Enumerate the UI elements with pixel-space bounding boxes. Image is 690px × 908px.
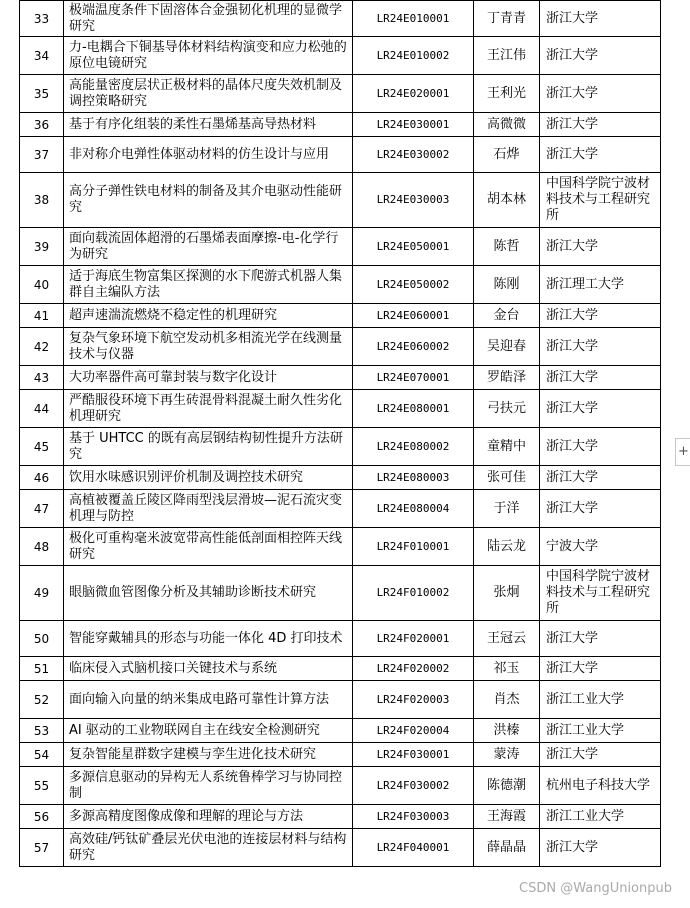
institution: 浙江大学 [540,366,661,390]
leader-name: 陈刚 [474,266,540,304]
leader-name: 吴迎春 [474,328,540,366]
row-number: 41 [20,304,64,328]
table-row [20,743,661,767]
project-code: LR24F010001 [353,528,474,566]
institution: 浙江大学 [540,490,661,528]
project-code: LR24E060001 [353,304,474,328]
row-number: 52 [20,681,64,719]
row-number: 48 [20,528,64,566]
leader-name: 罗皓泽 [474,366,540,390]
project-code: LR24F010002 [353,566,474,621]
add-row-button[interactable]: + [675,438,690,466]
row-number: 39 [20,228,64,266]
row-number: 57 [20,829,64,867]
leader-name: 弓扶元 [474,390,540,428]
institution: 浙江大学 [540,743,661,767]
institution: 杭州电子科技大学 [540,767,661,805]
table-row [20,328,661,366]
table-row [20,37,661,75]
project-title: 饮用水味感识别评价机制及调控技术研究 [64,466,353,490]
project-title: 复杂智能星群数字建模与孪生进化技术研究 [64,743,353,767]
leader-name: 王利光 [474,75,540,113]
table-row [20,228,661,266]
project-code: LR24F030001 [353,743,474,767]
project-code: LR24E050001 [353,228,474,266]
leader-name: 陆云龙 [474,528,540,566]
row-number: 44 [20,390,64,428]
project-code: LR24E050002 [353,266,474,304]
project-title: 多源信息驱动的异构无人系统鲁棒学习与协同控制 [64,767,353,805]
row-number: 42 [20,328,64,366]
row-number: 46 [20,466,64,490]
project-title: 面向载流固体超滑的石墨烯表面摩擦-电-化学行为研究 [64,228,353,266]
table-row [20,621,661,657]
project-title: 基于有序化组装的柔性石墨烯基高导热材料 [64,113,353,137]
institution: 浙江大学 [540,328,661,366]
project-code: LR24E010002 [353,37,474,75]
row-number: 45 [20,428,64,466]
row-number: 50 [20,621,64,657]
table-row [20,366,661,390]
row-number: 49 [20,566,64,621]
institution: 浙江大学 [540,1,661,37]
institution: 浙江大学 [540,428,661,466]
project-title: 复杂气象环境下航空发动机多相流光学在线测量技术与仪器 [64,328,353,366]
project-title: 极化可重构毫米波宽带高性能低剖面相控阵天线研究 [64,528,353,566]
leader-name: 于洋 [474,490,540,528]
table-row [20,113,661,137]
table-row [20,304,661,328]
institution: 浙江理工大学 [540,266,661,304]
leader-name: 王江伟 [474,37,540,75]
leader-name: 丁青青 [474,1,540,37]
leader-name: 肖杰 [474,681,540,719]
table-row [20,767,661,805]
table-row [20,390,661,428]
project-title: 基于 UHTCC 的既有高层钢结构韧性提升方法研究 [64,428,353,466]
project-code: LR24F030002 [353,767,474,805]
institution: 宁波大学 [540,528,661,566]
project-code: LR24F040001 [353,829,474,867]
leader-name: 薛晶晶 [474,829,540,867]
project-code: LR24E080003 [353,466,474,490]
institution: 中国科学院宁波材料技术与工程研究所 [540,566,661,621]
project-title: AI 驱动的工业物联网自主在线安全检测研究 [64,719,353,743]
institution: 中国科学院宁波材料技术与工程研究所 [540,173,661,228]
project-title: 超声速湍流燃烧不稳定性的机理研究 [64,304,353,328]
project-code: LR24E030003 [353,173,474,228]
table-row [20,566,661,621]
project-code: LR24E020001 [353,75,474,113]
row-number: 37 [20,137,64,173]
leader-name: 洪榛 [474,719,540,743]
row-number: 51 [20,657,64,681]
institution: 浙江大学 [540,829,661,867]
row-number: 33 [20,1,64,37]
project-title: 适于海底生物富集区探测的水下爬游式机器人集群自主编队方法 [64,266,353,304]
project-code: LR24E080001 [353,390,474,428]
project-title: 高分子弹性铁电材料的制备及其介电驱动性能研究 [64,173,353,228]
leader-name: 石烨 [474,137,540,173]
institution: 浙江大学 [540,37,661,75]
institution: 浙江大学 [540,228,661,266]
row-number: 34 [20,37,64,75]
project-title: 眼脑微血管图像分析及其辅助诊断技术研究 [64,566,353,621]
table-row [20,719,661,743]
institution: 浙江工业大学 [540,805,661,829]
table-row [20,681,661,719]
table-row [20,428,661,466]
leader-name: 张可佳 [474,466,540,490]
table-row [20,75,661,113]
table-row [20,173,661,228]
table-row [20,466,661,490]
table-row [20,805,661,829]
project-code: LR24E080002 [353,428,474,466]
table-row [20,829,661,867]
institution: 浙江大学 [540,657,661,681]
project-title: 非对称介电弹性体驱动材料的仿生设计与应用 [64,137,353,173]
table-row [20,1,661,37]
project-title: 智能穿戴辅具的形态与功能一体化 4D 打印技术 [64,621,353,657]
institution: 浙江大学 [540,390,661,428]
row-number: 35 [20,75,64,113]
project-title: 高植被覆盖丘陵区降雨型浅层滑坡—泥石流灾变机理与防控 [64,490,353,528]
row-number: 55 [20,767,64,805]
project-title: 临床侵入式脑机接口关键技术与系统 [64,657,353,681]
leader-name: 胡本林 [474,173,540,228]
leader-name: 金台 [474,304,540,328]
row-number: 47 [20,490,64,528]
institution: 浙江大学 [540,75,661,113]
row-number: 38 [20,173,64,228]
row-number: 53 [20,719,64,743]
leader-name: 陈德潮 [474,767,540,805]
row-number: 36 [20,113,64,137]
project-code: LR24F030003 [353,805,474,829]
project-code: LR24E060002 [353,328,474,366]
project-code: LR24E070001 [353,366,474,390]
leader-name: 童精中 [474,428,540,466]
table-row [20,266,661,304]
project-code: LR24E030001 [353,113,474,137]
project-title: 多源高精度图像成像和理解的理论与方法 [64,805,353,829]
row-number: 43 [20,366,64,390]
project-code: LR24F020003 [353,681,474,719]
institution: 浙江大学 [540,304,661,328]
leader-name: 王海霞 [474,805,540,829]
project-title: 大功率器件高可靠封装与数字化设计 [64,366,353,390]
project-code: LR24E010001 [353,1,474,37]
project-title: 极端温度条件下固溶体合金强韧化机理的显微学研究 [64,1,353,37]
leader-name: 高微微 [474,113,540,137]
project-code: LR24F020001 [353,621,474,657]
institution: 浙江大学 [540,113,661,137]
project-code: LR24E030002 [353,137,474,173]
table-row [20,657,661,681]
leader-name: 张炯 [474,566,540,621]
leader-name: 祁玉 [474,657,540,681]
institution: 浙江工业大学 [540,681,661,719]
institution: 浙江大学 [540,137,661,173]
project-table [19,0,661,867]
table-row [20,490,661,528]
project-code: LR24F020002 [353,657,474,681]
leader-name: 陈哲 [474,228,540,266]
project-title: 高效硅/钙钛矿叠层光伏电池的连接层材料与结构研究 [64,829,353,867]
row-number: 40 [20,266,64,304]
project-code: LR24F020004 [353,719,474,743]
row-number: 54 [20,743,64,767]
leader-name: 王冠云 [474,621,540,657]
table-row [20,137,661,173]
institution: 浙江大学 [540,621,661,657]
table-row [20,528,661,566]
project-code: LR24E080004 [353,490,474,528]
institution: 浙江大学 [540,466,661,490]
project-title: 高能量密度层状正极材料的晶体尺度失效机制及调控策略研究 [64,75,353,113]
project-title: 严酷服役环境下再生砖混骨料混凝土耐久性劣化机理研究 [64,390,353,428]
row-number: 56 [20,805,64,829]
project-title: 面向输入向量的纳米集成电路可靠性计算方法 [64,681,353,719]
project-title: 力-电耦合下铜基导体材料结构演变和应力松弛的原位电镜研究 [64,37,353,75]
leader-name: 蒙涛 [474,743,540,767]
institution: 浙江工业大学 [540,719,661,743]
watermark: CSDN @WangUnionpub [519,881,672,896]
